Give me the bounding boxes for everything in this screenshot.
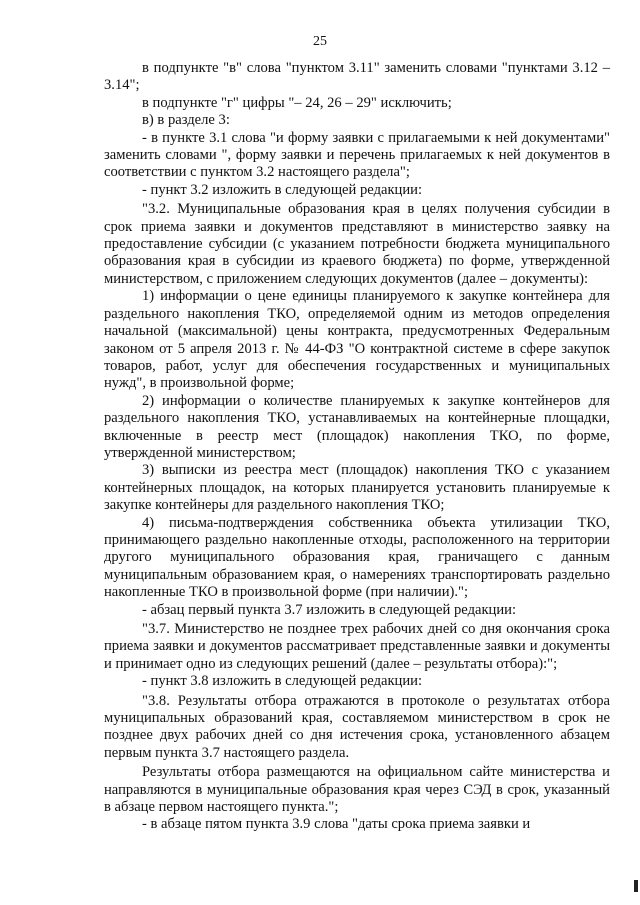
paragraph: "3.7. Министерство не позднее трех рабочих дней со дня окончания срока приема заявки и документов рассматривает представленные заявки и документы и принимает одно из следующих решений (далее – результаты отбора):"; [104, 621, 610, 672]
paragraph: - в пункте 3.1 слова "и форму заявки с прилагаемыми к ней документами" заменить словами ", форму заявки и перечень прилагаемых к ней документов в соответствии с пунктом 3.2 настоящего раздела"; [104, 129, 610, 181]
scan-edge-mark [634, 880, 638, 892]
paragraph: "3.8. Результаты отбора отражаются в протоколе о результатах отбора муниципальных образований края, составляемом министерством в срок не позднее двух рабочих дней со дня истечения срока, установленного абзацем первым пункта 3.7 настоящего раздела. [104, 692, 610, 761]
paragraph: - в абзаце пятом пункта 3.9 слова "даты срока приема заявки и [142, 816, 531, 833]
paragraph: "3.2. Муниципальные образования края в целях получения субсидии в срок приема заявки и документов представляют в министерство заявку на предоставление субсидии (с указанием потребности бюджета муниципального образования края в субсидии из краевого бюджета) по форме, утвержденной министерством, с приложением следующих документов (далее – документы): [104, 201, 610, 287]
paragraph: 1) информации о цене единицы планируемого к закупке контейнера для раздельного накопления ТКО, определяемой одним из методов определения начальной (максимальной) цены контракта, предусмотренных Федеральным законом от 5 апреля 2013 г. № 44-ФЗ "О контрактной системе в сфере закупок товаров, работ, услуг для обеспечения государственных и муниципальных нужд", в произвольной форме; [104, 288, 610, 392]
paragraph: - абзац первый пункта 3.7 изложить в следующей редакции: [142, 601, 517, 618]
paragraph: Результаты отбора размещаются на официальном сайте министерства и направляются в муниципальные образования края через СЭД в срок, указанный в абзаце первом настоящего пункта."; [104, 764, 610, 816]
paragraph: в) в разделе 3: [142, 112, 230, 129]
page-number: 25 [313, 34, 327, 49]
paragraph: в подпункте "в" слова "пунктом 3.11" заменить словами "пунктами 3.12 – 3.14"; [104, 60, 610, 94]
paragraph: в подпункте "г" цифры "– 24, 26 – 29" исключить; [142, 94, 452, 111]
paragraph: 4) письма-подтверждения собственника объекта утилизации ТКО, принимающего раздельно накопленные отходы, расположенного на территории другого муниципального образования края, граничащего с данным муниципальным образованием края, о намерениях транспортировать раздельно накопленные ТКО в произвольной форме (при наличии)."; [104, 514, 610, 601]
document-body [104, 60, 610, 834]
paragraph: - пункт 3.8 изложить в следующей редакции: [142, 673, 423, 690]
paragraph: - пункт 3.2 изложить в следующей редакции: [142, 181, 423, 198]
paragraph: 3) выписки из реестра мест (площадок) накопления ТКО с указанием контейнерных площадок, на которых планируется установить планируемые к закупке контейнеры для раздельного накопления ТКО; [104, 462, 610, 514]
paragraph: 2) информации о количестве планируемых к закупке контейнеров для раздельного накопления ТКО, устанавливаемых на контейнерные площадки, включенные в реестр мест (площадок) накопления ТКО, по форме, утвержденной министерством; [104, 392, 610, 461]
